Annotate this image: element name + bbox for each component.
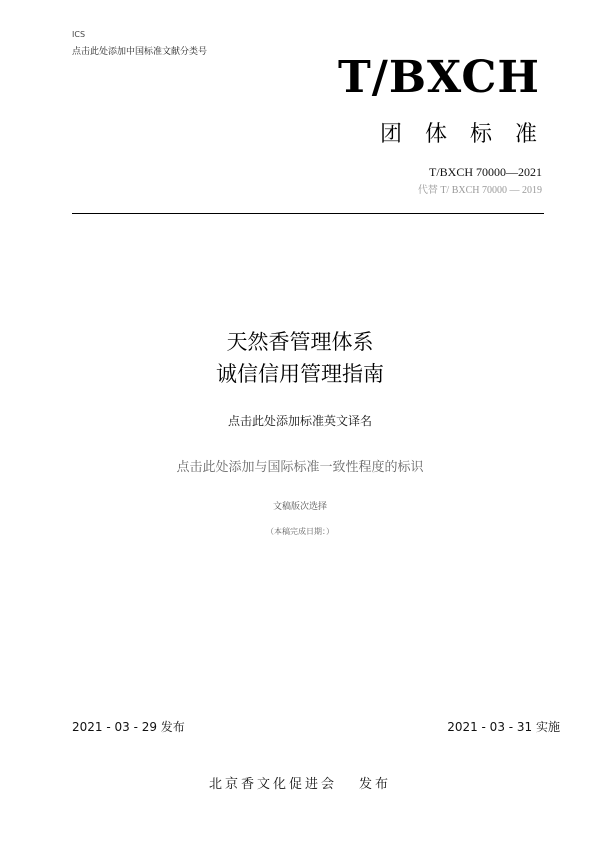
ics-label: ICS (72, 30, 86, 39)
title-line-2: 诚信信用管理指南 (216, 362, 384, 386)
classification-placeholder[interactable]: 点击此处添加中国标准文献分类号 (72, 47, 208, 57)
publisher-line (0, 773, 600, 792)
draft-version-select[interactable]: 文稿版次选择 (272, 502, 327, 512)
title-line-1: 天然香管理体系 (226, 330, 374, 354)
english-title-placeholder[interactable]: 点击此处添加标准英文译名 (227, 414, 372, 428)
consistency-placeholder[interactable]: 点击此处添加与国际标准一致性程度的标识 (176, 460, 424, 475)
standard-code: T/BXCH (338, 52, 540, 103)
issue-date: 2021 - 03 - 29 发布 (72, 720, 185, 734)
standard-number: T/BXCH 70000—2021 (428, 165, 542, 179)
replaces-note: 代替 T/ BXCH 70000 — 2019 (417, 185, 542, 196)
publish-word: 发布 (359, 777, 392, 792)
standard-type: 团体标准 (379, 122, 560, 147)
draft-date: （本稿完成日期：） (266, 527, 334, 536)
implementation-date: 2021 - 03 - 31 实施 (447, 720, 560, 734)
header-divider (72, 213, 544, 214)
publisher-name: 北京香文化促进会 (208, 777, 337, 792)
